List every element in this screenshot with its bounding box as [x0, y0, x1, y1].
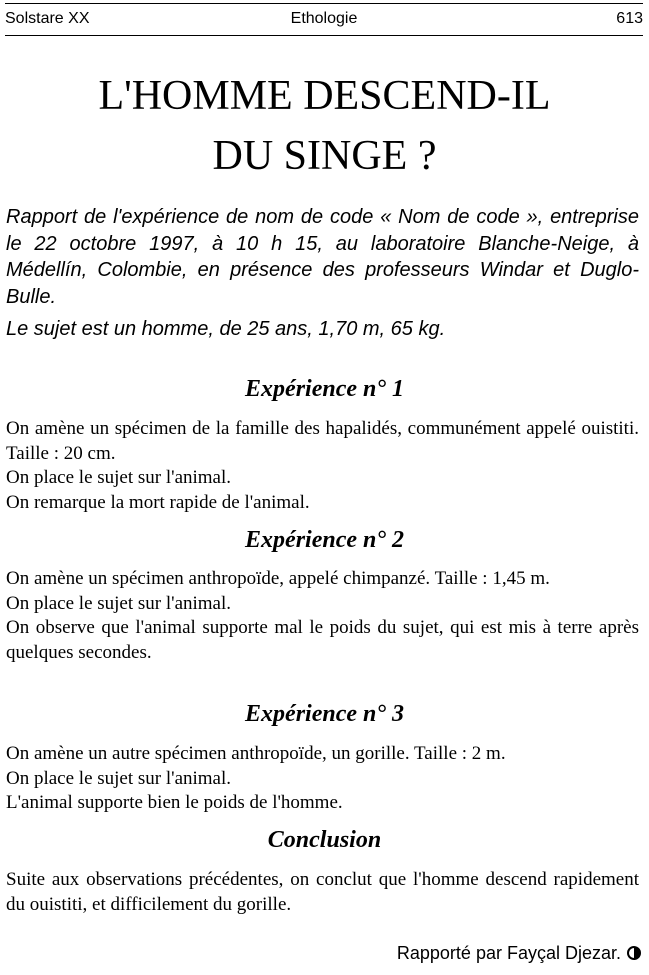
paragraph: On place le sujet sur l'animal. [6, 767, 232, 789]
section-name: Ethologie [290, 10, 358, 27]
paragraph: On observe que l'animal supporte mal le poids du sujet, qui est mis à terre après quelques secondes. [6, 617, 639, 663]
section-heading-experience-3: Expérience n° 3 [245, 701, 404, 727]
section-body-experience-3 [6, 742, 639, 816]
subject-paragraph: Le sujet est un homme, de 25 ans, 1,70 m, 65 kg. [6, 318, 446, 340]
title-line-1: L'HOMME DESCEND-IL [98, 73, 551, 119]
paragraph: On amène un spécimen de la famille des hapalidés, communément appelé ouistiti. Taille : 20 cm. [6, 418, 639, 464]
paragraph: On amène un spécimen anthropoïde, appelé chimpanzé. Taille : 1,45 m. [6, 568, 550, 589]
section-heading-experience-1: Expérience n° 1 [245, 376, 404, 402]
paragraph: Suite aux observations précédentes, on conclut que l'homme descend rapidement du ouistiti, et difficilement du gorille. [6, 869, 639, 915]
journal-name: Solstare XX [5, 10, 90, 27]
page-number: 613 [616, 10, 643, 27]
byline [397, 943, 641, 964]
section-heading-conclusion: Conclusion [267, 827, 382, 853]
paragraph: On remarque la mort rapide de l'animal. [6, 491, 310, 513]
section-body-experience-2 [6, 567, 639, 665]
paragraph: On amène un autre spécimen anthropoïde, un gorille. Taille : 2 m. [6, 743, 506, 764]
paragraph: On place le sujet sur l'animal. [6, 592, 232, 614]
running-header [5, 3, 643, 36]
report-paragraph: Rapport de l'expérience de nom de code « Nom de code », entreprise le 22 octobre 1997, à 10 h 15, au laboratoire Blanche-Neige, à Médellín, Colombie, en présence des professeurs Windar et Duglo-Bulle. [6, 206, 639, 308]
paragraph: L'animal supporte bien le poids de l'homme. [6, 792, 343, 813]
section-heading-experience-2: Expérience n° 2 [245, 527, 404, 553]
half-filled-circle-icon [627, 946, 641, 960]
byline-text: Rapporté par Fayçal Djezar. [396, 943, 621, 963]
paragraph: On place le sujet sur l'animal. [6, 467, 232, 488]
section-body-experience-1 [6, 417, 639, 515]
article-title [0, 66, 649, 186]
section-body-conclusion [6, 868, 639, 917]
intro [6, 204, 639, 343]
title-line-2: DU SINGE ? [212, 133, 437, 179]
